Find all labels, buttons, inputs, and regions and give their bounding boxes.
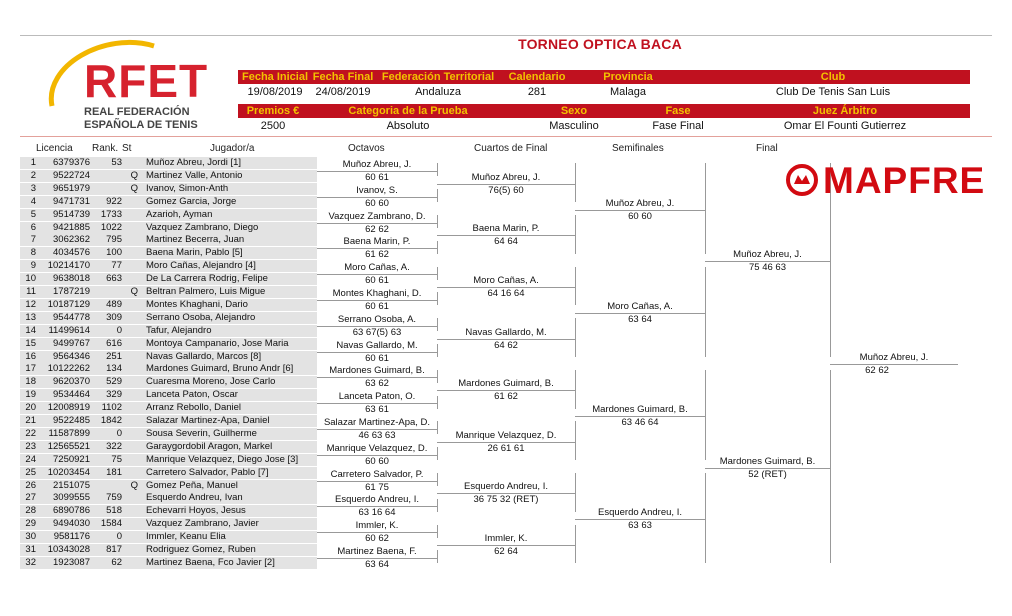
- octavos-winner-name: Vazquez Zambrano, D.: [328, 210, 426, 222]
- player-row: [20, 260, 317, 272]
- player-rank: 0: [116, 324, 122, 336]
- semis-score: 63 63: [628, 520, 652, 532]
- player-name: Tafur, Alejandro: [146, 324, 212, 336]
- player-status: Q: [130, 286, 138, 297]
- player-licence: 9581176: [53, 531, 90, 543]
- player-rank: 663: [106, 273, 122, 285]
- rfet-logo-text: RFET: [84, 55, 209, 107]
- player-seed-number: 19: [25, 389, 36, 401]
- player-licence: 1923087: [53, 556, 90, 568]
- octavos-winner-name: Esquerdo Andreu, I.: [335, 494, 419, 506]
- octavos-score: 61 75: [365, 481, 389, 493]
- player-row: [20, 531, 317, 543]
- octavos-winner-name: Mardones Guimard, B.: [329, 365, 425, 377]
- player-rank: 134: [106, 363, 122, 375]
- player-name: Gomez Peña, Manuel: [146, 479, 238, 491]
- semis-bracket-line: [705, 163, 706, 253]
- tournament-title: TORNEO OPTICA BACA: [518, 36, 682, 52]
- octavos-score: 62 62: [365, 223, 389, 235]
- player-seed-number: 20: [25, 402, 36, 414]
- info-header-row-2: [238, 104, 970, 118]
- player-name: Salazar Martinez-Apa, Daniel: [146, 415, 270, 426]
- cuartos-winner-name: Moro Cañas, A.: [473, 275, 539, 286]
- player-seed-number: 1: [30, 157, 36, 168]
- player-status: Q: [130, 479, 138, 491]
- octavos-winner-name: Ivanov, S.: [356, 184, 398, 196]
- player-licence: 9522724: [53, 169, 90, 181]
- player-seed-number: 2: [30, 169, 36, 181]
- player-seed-number: 31: [25, 544, 36, 555]
- cuartos-score: 36 75 32 (RET): [473, 494, 539, 506]
- player-status: Q: [130, 182, 138, 194]
- player-row: [20, 544, 317, 556]
- player-rank: 489: [106, 298, 122, 310]
- info-values-row-1: [238, 85, 970, 99]
- octavos-score: 61 62: [365, 249, 389, 261]
- player-row: [20, 312, 317, 324]
- octavos-score: 63 61: [365, 404, 389, 416]
- octavos-score: 63 64: [365, 558, 389, 570]
- col-octavos: Octavos: [348, 143, 385, 154]
- player-seed-number: 16: [25, 350, 36, 362]
- player-seed-number: 29: [25, 518, 36, 530]
- player-rank: 518: [106, 505, 122, 517]
- player-row: [20, 196, 317, 208]
- octavos-score: 63 62: [365, 378, 389, 390]
- player-seed-number: 26: [25, 479, 36, 491]
- player-row: [20, 157, 317, 169]
- cuartos-score: 64 16 64: [487, 288, 525, 299]
- octavos-winner-name: Martinez Baena, F.: [337, 545, 417, 557]
- header-rule: [20, 136, 992, 137]
- player-licence: 9421885: [53, 221, 90, 233]
- player-licence: 2151075: [53, 479, 90, 491]
- player-licence: 12008919: [47, 402, 90, 414]
- player-row: [20, 286, 317, 298]
- header-federacion: Federación Territorial: [381, 71, 495, 83]
- player-row: [20, 376, 317, 388]
- player-name: Moro Cañas, Alejandro [4]: [146, 260, 256, 272]
- player-name: Montoya Campanario, Jose Maria: [146, 337, 289, 349]
- player-rank: 75: [111, 453, 122, 465]
- player-seed-number: 32: [25, 556, 36, 568]
- info-header-row-1: [238, 70, 970, 84]
- info-values-row-2: [238, 119, 970, 133]
- player-rank: 1022: [100, 221, 122, 233]
- header-juez: Juez Árbitro: [812, 105, 878, 117]
- player-row: [20, 389, 317, 401]
- player-row: [20, 454, 317, 466]
- player-name: Martinez Valle, Antonio: [146, 169, 243, 181]
- cuartos-score: 76(5) 60: [488, 184, 524, 196]
- player-name: Montes Khaghani, Dario: [146, 298, 248, 310]
- player-licence: 10203454: [47, 466, 90, 478]
- player-name: Muñoz Abreu, Jordi [1]: [146, 157, 242, 168]
- value-fase: Fase Final: [652, 120, 704, 132]
- player-rank: 817: [106, 544, 122, 555]
- player-status: Q: [130, 169, 138, 181]
- player-row: [20, 363, 317, 375]
- player-licence: 9499767: [53, 337, 90, 349]
- player-licence: 1787219: [53, 286, 90, 297]
- octavos-winner-name: Navas Gallardo, M.: [336, 339, 418, 351]
- player-licence: 10343028: [47, 544, 90, 555]
- semis-score: 63 64: [628, 313, 652, 325]
- octavos-winner-name: Serrano Osoba, A.: [337, 313, 417, 325]
- col-jugador: Jugador/a: [210, 143, 255, 154]
- player-seed-number: 14: [25, 324, 36, 336]
- player-seed-number: 24: [25, 453, 36, 465]
- player-licence: 12565521: [47, 440, 90, 452]
- rfet-logo-subtitle-2: ESPAÑOLA DE TENIS: [84, 119, 198, 131]
- player-licence: 9494030: [53, 518, 90, 530]
- final-score: 52 (RET): [748, 468, 787, 480]
- player-rank: 759: [106, 492, 122, 504]
- player-name: Arranz Rebollo, Daniel: [146, 402, 242, 414]
- octavos-score: 46 63 63: [358, 429, 396, 441]
- player-licence: 11587899: [48, 427, 90, 439]
- col-semis: Semifinales: [612, 143, 664, 154]
- value-juez: Omar El Founti Gutierrez: [783, 120, 907, 132]
- cuartos-bracket-line: [575, 163, 576, 202]
- cuartos-winner-name: Baena Marin, P.: [472, 223, 540, 235]
- player-rank: 181: [106, 466, 122, 478]
- player-seed-number: 5: [30, 208, 36, 220]
- octavos-score: 63 67(5) 63: [352, 326, 402, 338]
- col-final: Final: [756, 143, 778, 154]
- player-rank: 53: [111, 157, 122, 168]
- player-row: [20, 273, 317, 285]
- player-rank: 329: [106, 389, 122, 401]
- player-row: [20, 518, 317, 530]
- player-row: [20, 480, 317, 492]
- player-rank: 1733: [100, 208, 122, 220]
- player-licence: 9651979: [53, 182, 90, 194]
- cuartos-winner-name: Esquerdo Andreu, I.: [464, 481, 548, 493]
- player-seed-number: 30: [25, 531, 36, 543]
- player-rank: 1584: [100, 518, 122, 530]
- player-row: [20, 234, 317, 246]
- player-row: [20, 492, 317, 504]
- octavos-winner-name: Lanceta Paton, O.: [338, 391, 416, 403]
- header-fase: Fase: [665, 105, 691, 117]
- cuartos-score: 64 64: [494, 236, 518, 248]
- player-rank: 0: [116, 427, 122, 439]
- player-seed-number: 10: [25, 273, 36, 285]
- player-name: Martinez Baena, Fco Javier [2]: [146, 556, 275, 568]
- player-rank: 616: [106, 337, 122, 349]
- player-name: Immler, Keanu Elia: [146, 531, 226, 543]
- final-score: 75 46 63: [749, 262, 786, 274]
- player-row: [20, 467, 317, 479]
- player-rank: 0: [116, 531, 122, 543]
- octavos-winner-name: Montes Khaghani, D.: [332, 287, 422, 299]
- player-seed-number: 11: [26, 286, 36, 297]
- cuartos-bracket-line: [575, 473, 576, 512]
- cuartos-score: 61 62: [494, 391, 518, 403]
- pair-divider: [20, 570, 317, 572]
- mapfre-logo: [785, 160, 985, 202]
- player-licence: 10187129: [47, 298, 90, 310]
- octavos-winner-name: Salazar Martinez-Apa, D.: [323, 416, 431, 428]
- player-row: [20, 170, 317, 182]
- player-rank: 795: [106, 234, 122, 246]
- octavos-score: 60 61: [365, 352, 389, 364]
- player-rank: 309: [106, 311, 122, 323]
- semis-winner-name: Esquerdo Andreu, I.: [598, 507, 682, 519]
- player-licence: 11499614: [48, 324, 90, 336]
- player-row: [20, 428, 317, 440]
- cuartos-bracket-line: [575, 370, 576, 409]
- octavos-winner-name: Muñoz Abreu, J.: [342, 158, 412, 170]
- player-licence: 4034576: [53, 247, 90, 259]
- player-seed-number: 7: [30, 234, 36, 246]
- octavos-winner-name: Baena Marin, P.: [343, 236, 411, 248]
- player-seed-number: 3: [30, 182, 36, 194]
- player-licence: 6890786: [53, 505, 90, 517]
- semis-winner-name: Moro Cañas, A.: [607, 300, 673, 312]
- value-fecha-final: 24/08/2019: [315, 86, 371, 98]
- player-seed-number: 22: [25, 427, 36, 439]
- player-seed-number: 21: [25, 415, 36, 426]
- semis-bracket-line: [705, 473, 706, 563]
- col-cuartos: Cuartos de Final: [474, 143, 548, 154]
- player-row: [20, 441, 317, 453]
- octavos-score: 60 61: [365, 300, 389, 312]
- player-rank: 62: [111, 556, 122, 568]
- octavos-winner-name: Moro Cañas, A.: [344, 262, 410, 274]
- cuartos-score: 64 62: [494, 339, 518, 351]
- player-row: [20, 183, 317, 195]
- player-name: Vazquez Zambrano, Javier: [146, 518, 259, 530]
- value-provincia: Malaga: [609, 86, 647, 98]
- player-name: Ivanov, Simon-Anth: [146, 182, 229, 194]
- semis-score: 63 46 64: [621, 417, 659, 428]
- semis-bracket-line: [705, 267, 706, 357]
- player-name: Serrano Osoba, Alejandro: [146, 311, 256, 323]
- player-row: [20, 325, 317, 337]
- player-row: [20, 505, 317, 517]
- player-name: Rodriguez Gomez, Ruben: [146, 544, 256, 555]
- header-provincia: Provincia: [603, 71, 653, 83]
- player-name: Baena Marin, Pablo [5]: [146, 247, 243, 259]
- value-premios: 2500: [260, 120, 286, 132]
- octavos-score: 60 61: [365, 275, 389, 287]
- semis-winner-name: Mardones Guimard, B.: [592, 404, 688, 415]
- cuartos-winner-name: Navas Gallardo, M.: [465, 326, 547, 338]
- final-bracket-line: [830, 370, 831, 564]
- octavos-winner-name: Immler, K.: [355, 520, 399, 532]
- final-winner-name: Muñoz Abreu, J.: [733, 249, 802, 261]
- player-licence: 9544778: [53, 311, 90, 323]
- player-name: Mardones Guimard, Bruno Andr [6]: [146, 363, 294, 375]
- player-licence: 3062362: [53, 234, 90, 246]
- player-licence: 9514739: [53, 208, 90, 220]
- player-rank: 529: [106, 376, 122, 388]
- value-sexo: Masculino: [549, 120, 599, 132]
- cuartos-score: 26 61 61: [487, 442, 525, 454]
- octavos-winner-name: Manrique Velazquez, D.: [326, 442, 428, 454]
- value-club: Club De Tenis San Luis: [775, 86, 891, 98]
- semis-score: 60 60: [628, 210, 652, 222]
- player-name: Echevarri Hoyos, Jesus: [146, 505, 246, 517]
- cuartos-winner-name: Immler, K.: [484, 533, 528, 544]
- player-name: De La Carrera Rodrig, Felipe: [146, 273, 268, 285]
- player-seed-number: 28: [25, 505, 36, 517]
- player-seed-number: 4: [30, 195, 36, 207]
- value-categoria: Absoluto: [386, 120, 430, 132]
- player-name: Cuaresma Moreno, Jose Carlo: [146, 376, 276, 388]
- mapfre-emblem-icon: [785, 163, 819, 197]
- player-licence: 10122262: [47, 363, 90, 375]
- player-rank: 251: [106, 350, 122, 362]
- champion-name: Muñoz Abreu, J.: [859, 352, 929, 364]
- player-name: Esquerdo Andreu, Ivan: [146, 492, 243, 504]
- player-seed-number: 8: [30, 247, 36, 259]
- player-name: Beltran Palmero, Luis Migue: [146, 286, 266, 297]
- player-row: [20, 247, 317, 259]
- player-seed-number: 9: [30, 260, 36, 272]
- player-row: [20, 557, 317, 569]
- player-licence: 7250921: [53, 453, 90, 465]
- player-name: Martinez Becerra, Juan: [146, 234, 245, 246]
- player-rank: 1102: [101, 402, 122, 414]
- cuartos-score: 62 64: [494, 546, 518, 557]
- player-seed-number: 27: [25, 492, 36, 504]
- player-name: Vazquez Zambrano, Diego: [146, 221, 259, 233]
- player-row: [20, 299, 317, 311]
- player-licence: 9620370: [53, 376, 90, 388]
- rfet-logo-subtitle-1: REAL FEDERACIÓN: [84, 106, 190, 118]
- cuartos-winner-name: Mardones Guimard, B.: [458, 378, 554, 390]
- player-licence: 9564346: [53, 350, 90, 362]
- champion-score: 62 62: [865, 365, 889, 377]
- player-name: Navas Gallardo, Marcos [8]: [146, 350, 262, 362]
- player-licence: 3099555: [53, 492, 90, 504]
- final-winner-name: Mardones Guimard, B.: [719, 455, 816, 467]
- player-licence: 9522485: [53, 415, 90, 426]
- octavos-score: 60 62: [365, 533, 389, 545]
- player-name: Azarioh, Ayman: [146, 208, 213, 220]
- player-row: [20, 338, 317, 350]
- player-seed-number: 23: [25, 440, 36, 452]
- col-rank: Rank.: [92, 143, 119, 154]
- octavos-score: 60 61: [365, 171, 389, 183]
- mapfre-text: MAPFRE: [823, 160, 986, 201]
- player-seed-number: 6: [30, 221, 36, 233]
- header-fecha-final: Fecha Final: [312, 71, 374, 83]
- header-fecha-inicial: Fecha Inicial: [241, 71, 309, 83]
- rfet-logo: [44, 36, 234, 136]
- semis-bracket-line: [705, 370, 706, 460]
- player-name: Carretero Salvador, Pablo [7]: [146, 466, 269, 478]
- player-row: [20, 402, 317, 414]
- player-licence: 6379376: [53, 157, 90, 168]
- player-licence: 10214170: [47, 260, 90, 272]
- cuartos-winner-name: Muñoz Abreu, J.: [471, 171, 541, 183]
- player-name: Lanceta Paton, Oscar: [146, 389, 238, 401]
- player-seed-number: 13: [25, 311, 36, 323]
- cuartos-winner-name: Manrique Velazquez, D.: [455, 429, 557, 441]
- header-club: Club: [820, 71, 846, 83]
- col-licencia: Licencia: [36, 143, 73, 154]
- semis-winner-name: Muñoz Abreu, J.: [605, 197, 675, 209]
- player-name: Sousa Severin, Guilherme: [146, 427, 257, 439]
- player-seed-number: 15: [25, 337, 36, 349]
- player-name: Garaygordobil Aragon, Markel: [146, 440, 273, 452]
- header-sexo: Sexo: [560, 105, 588, 117]
- player-rank: 322: [106, 440, 122, 452]
- player-rank: 1842: [100, 415, 122, 426]
- header-calendario: Calendario: [508, 71, 566, 83]
- octavos-score: 63 16 64: [358, 507, 396, 519]
- player-row: [20, 415, 317, 427]
- player-seed-number: 12: [25, 298, 36, 310]
- player-row: [20, 209, 317, 221]
- player-rank: 922: [106, 195, 122, 207]
- value-calendario: 281: [527, 86, 547, 98]
- cuartos-bracket-line: [575, 267, 576, 306]
- player-licence: 9534464: [53, 389, 90, 401]
- octavos-winner-name: Carretero Salvador, P.: [330, 468, 424, 480]
- player-licence: 9471731: [53, 195, 90, 207]
- player-seed-number: 18: [25, 376, 36, 388]
- player-licence: 9638018: [53, 273, 90, 285]
- player-seed-number: 25: [25, 466, 36, 478]
- player-rank: 100: [106, 247, 122, 259]
- player-seed-number: 17: [25, 363, 36, 375]
- octavos-score: 60 60: [365, 455, 389, 467]
- value-federacion: Andaluza: [415, 86, 461, 98]
- player-rank: 77: [111, 260, 122, 272]
- value-fecha-inicial: 19/08/2019: [247, 86, 303, 98]
- player-name: Manrique Velazquez, Diego Jose [3]: [146, 453, 299, 465]
- player-row: [20, 222, 317, 234]
- player-row: [20, 351, 317, 363]
- header-categoria: Categoria de la Prueba: [348, 105, 468, 117]
- header-premios: Premios €: [246, 105, 300, 117]
- player-name: Gomez Garcia, Jorge: [146, 195, 237, 207]
- col-st: St: [122, 143, 132, 154]
- octavos-score: 60 60: [365, 197, 389, 209]
